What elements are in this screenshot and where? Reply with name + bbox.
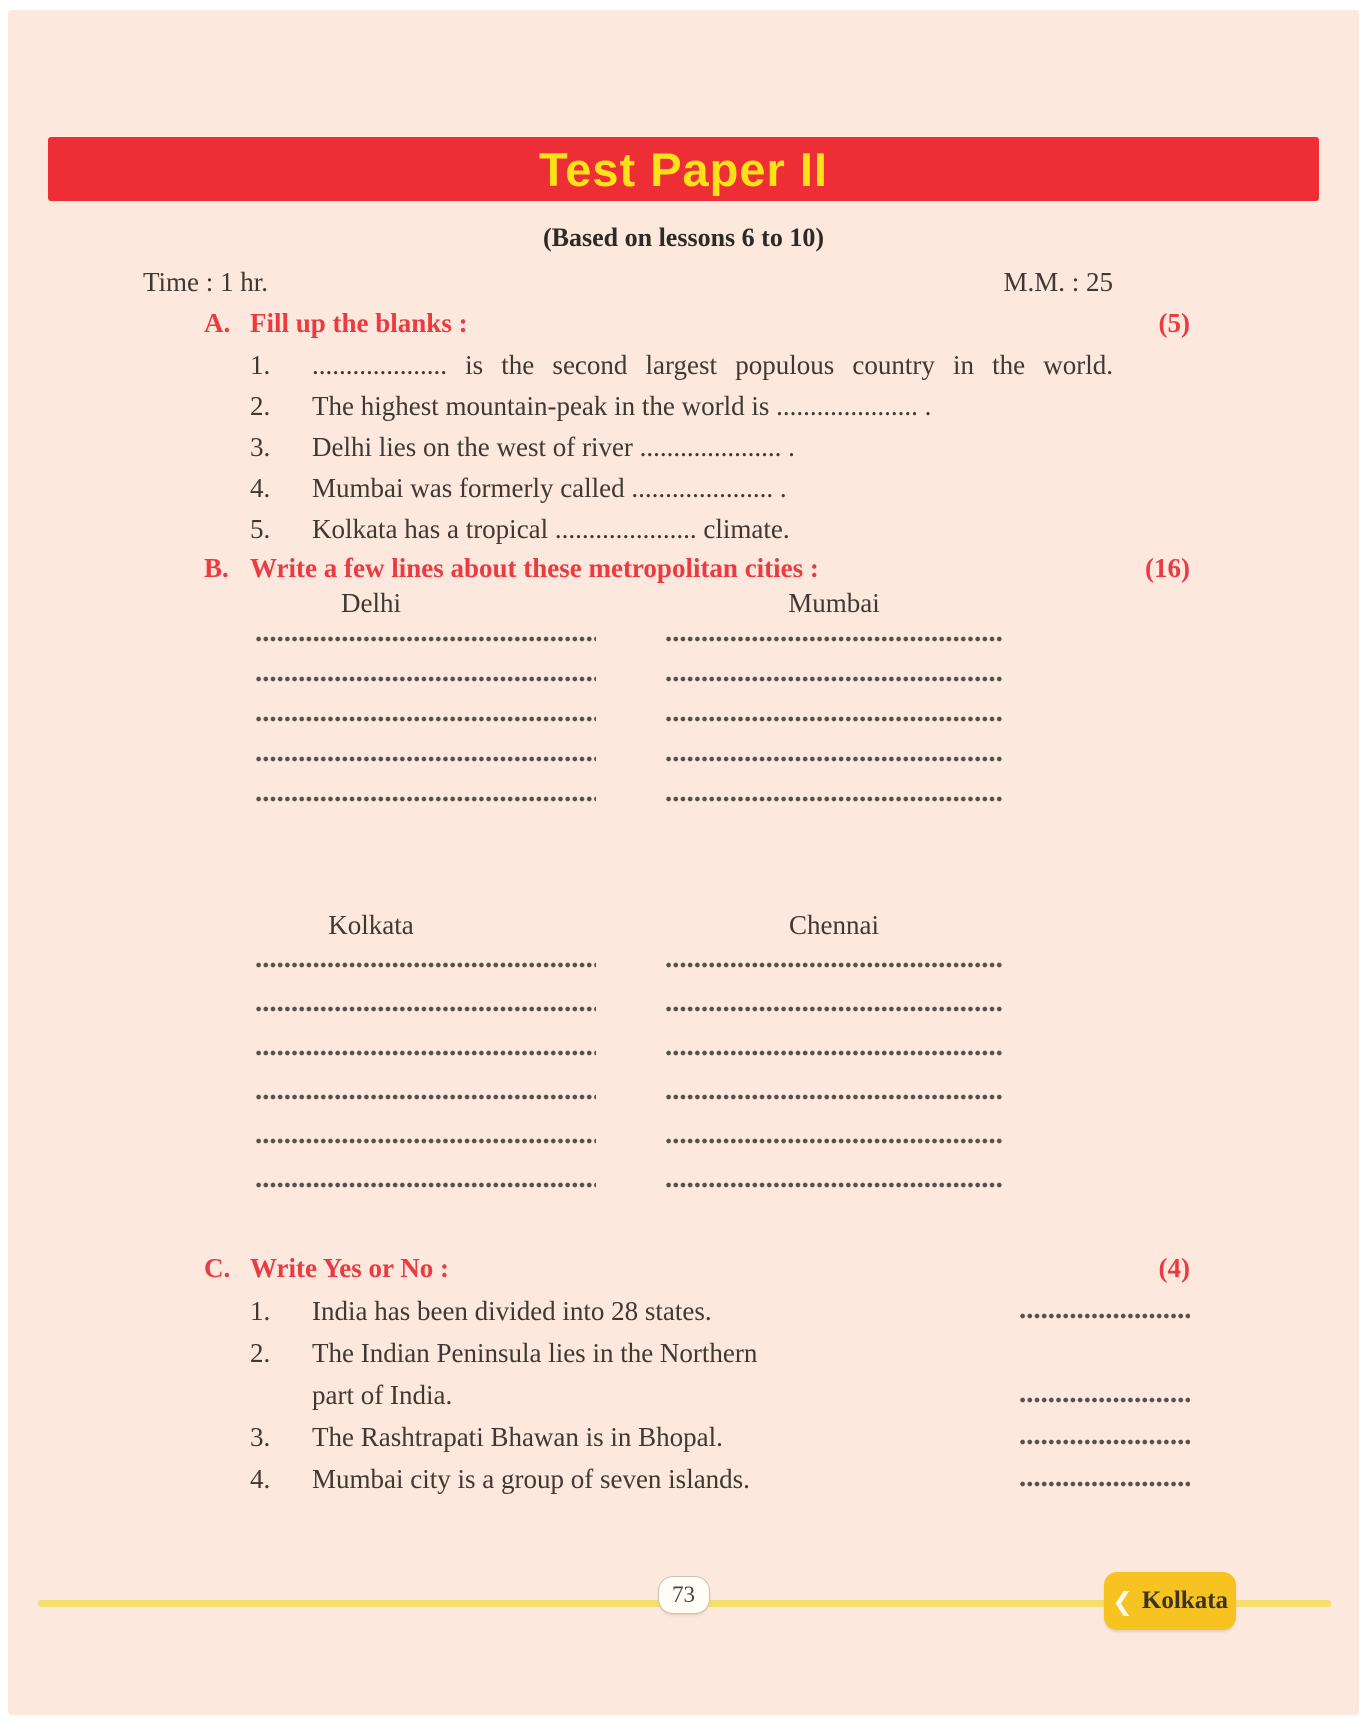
chapter-tab	[1104, 1572, 1236, 1630]
answer-blank	[1020, 1481, 1190, 1487]
writing-line	[256, 1006, 596, 1012]
section-c-title: Write Yes or No :	[250, 1253, 449, 1283]
question-text: Mumbai city is a group of seven islands.	[312, 1464, 750, 1494]
question-text: The Rashtrapati Bhawan is in Bhopal.	[312, 1422, 723, 1452]
writing-line-row	[256, 762, 1190, 802]
section-b-letter: B.	[204, 553, 229, 583]
page-title: Test Paper II	[538, 142, 828, 196]
writing-line	[256, 796, 596, 802]
writing-lines-block	[204, 620, 1190, 802]
writing-line-row	[256, 620, 1190, 642]
writing-line	[666, 676, 1002, 682]
section-b-heading	[204, 550, 1190, 586]
question-number: 4.	[250, 1464, 271, 1494]
writing-line	[666, 1138, 1002, 1144]
writing-line-row	[256, 682, 1190, 722]
yes-no-question-line	[204, 1294, 1190, 1328]
question-number	[250, 1378, 312, 1412]
fill-blank-question	[204, 512, 1190, 546]
city-heading-row	[256, 586, 1190, 620]
yes-no-question-line	[204, 1378, 1190, 1412]
writing-line	[666, 1094, 1002, 1100]
yes-no-question-line	[204, 1420, 1190, 1454]
writing-line	[256, 1138, 596, 1144]
section-a-heading	[204, 305, 1190, 341]
answer-blank	[1020, 1313, 1190, 1319]
test-paper-page	[8, 10, 1359, 1715]
chevron-left-icon: ❮	[1111, 1586, 1133, 1616]
chapter-tab-label: Kolkata	[1141, 1587, 1229, 1614]
yes-no-question-line	[204, 1462, 1190, 1496]
answer-blank	[1020, 1439, 1190, 1445]
section-c-letter: C.	[204, 1253, 231, 1283]
section-c-marks: (4)	[1158, 1253, 1190, 1283]
question-text: India has been divided into 28 states.	[312, 1296, 712, 1326]
writing-line-row	[256, 1100, 1190, 1144]
yes-no-question-line	[204, 1336, 1190, 1370]
paper-body	[204, 305, 1190, 1496]
city-heading: Mumbai	[788, 588, 880, 618]
writing-line	[256, 1050, 596, 1056]
writing-line-row	[256, 1056, 1190, 1100]
writing-line	[666, 1050, 1002, 1056]
writing-line	[256, 756, 596, 762]
city-heading: Delhi	[341, 588, 401, 618]
question-text: part of India.	[312, 1380, 453, 1410]
section-c-questions	[204, 1294, 1190, 1496]
writing-line-row	[256, 722, 1190, 762]
writing-line	[666, 1182, 1002, 1188]
writing-line	[256, 1182, 596, 1188]
question-number: 1.	[250, 350, 271, 380]
fill-blank-question	[204, 430, 1190, 464]
section-b-marks: (16)	[1145, 553, 1190, 583]
question-text: Mumbai was formerly called ..................... .	[312, 473, 787, 503]
max-marks-label: M.M. : 25	[1003, 267, 1113, 297]
writing-line-row	[256, 1144, 1190, 1188]
section-c-heading	[204, 1250, 1190, 1286]
question-number: 5.	[250, 514, 271, 544]
answer-blank	[1020, 1397, 1190, 1403]
writing-line-row	[256, 968, 1190, 1012]
question-text: Kolkata has a tropical ..................... climate.	[312, 514, 790, 544]
question-number: 3.	[250, 432, 271, 462]
question-text: The Indian Peninsula lies in the Northern	[312, 1338, 758, 1368]
writing-line-row	[256, 1012, 1190, 1056]
writing-line-row	[256, 642, 1190, 682]
subtitle: (Based on lessons 6 to 10)	[543, 223, 824, 252]
question-number: 1.	[250, 1296, 271, 1326]
city-heading: Chennai	[789, 910, 879, 940]
fill-blank-question	[204, 471, 1190, 505]
section-b-title: Write a few lines about these metropolitan cities :	[250, 553, 819, 583]
question-text: Delhi lies on the west of river ..................... .	[312, 432, 795, 462]
meta-row	[143, 265, 1113, 299]
writing-line	[666, 636, 1002, 642]
question-number: 2.	[250, 391, 271, 421]
section-a-marks: (5)	[1158, 308, 1190, 338]
writing-line	[256, 716, 596, 722]
section-a-title: Fill up the blanks :	[250, 308, 468, 338]
section-b-city-blocks	[204, 586, 1190, 1188]
banner	[48, 137, 1319, 201]
writing-line	[666, 716, 1002, 722]
section-a-letter: A.	[204, 308, 231, 338]
writing-line	[666, 1006, 1002, 1012]
question-number: 2.	[250, 1338, 271, 1368]
fill-blank-question	[204, 348, 1190, 382]
question-number: 4.	[250, 473, 271, 503]
question-text: .................... is the second largest populous country in the world.	[312, 350, 1113, 380]
question-number: 3.	[250, 1422, 271, 1452]
writing-line-row	[256, 942, 1190, 968]
writing-lines-block	[204, 942, 1190, 1188]
writing-line	[666, 962, 1002, 968]
time-label: Time : 1 hr.	[143, 267, 269, 297]
writing-line	[666, 756, 1002, 762]
writing-line	[256, 676, 596, 682]
writing-line	[256, 962, 596, 968]
question-text: The highest mountain-peak in the world is ..................... .	[312, 391, 932, 421]
city-heading: Kolkata	[328, 910, 414, 940]
city-heading-row	[256, 908, 1190, 942]
writing-line	[256, 1094, 596, 1100]
writing-line	[256, 636, 596, 642]
page-number: 73	[672, 1582, 695, 1607]
section-a-questions	[204, 348, 1190, 546]
page-number-badge	[658, 1576, 710, 1614]
writing-line	[666, 796, 1002, 802]
fill-blank-question	[204, 389, 1190, 423]
